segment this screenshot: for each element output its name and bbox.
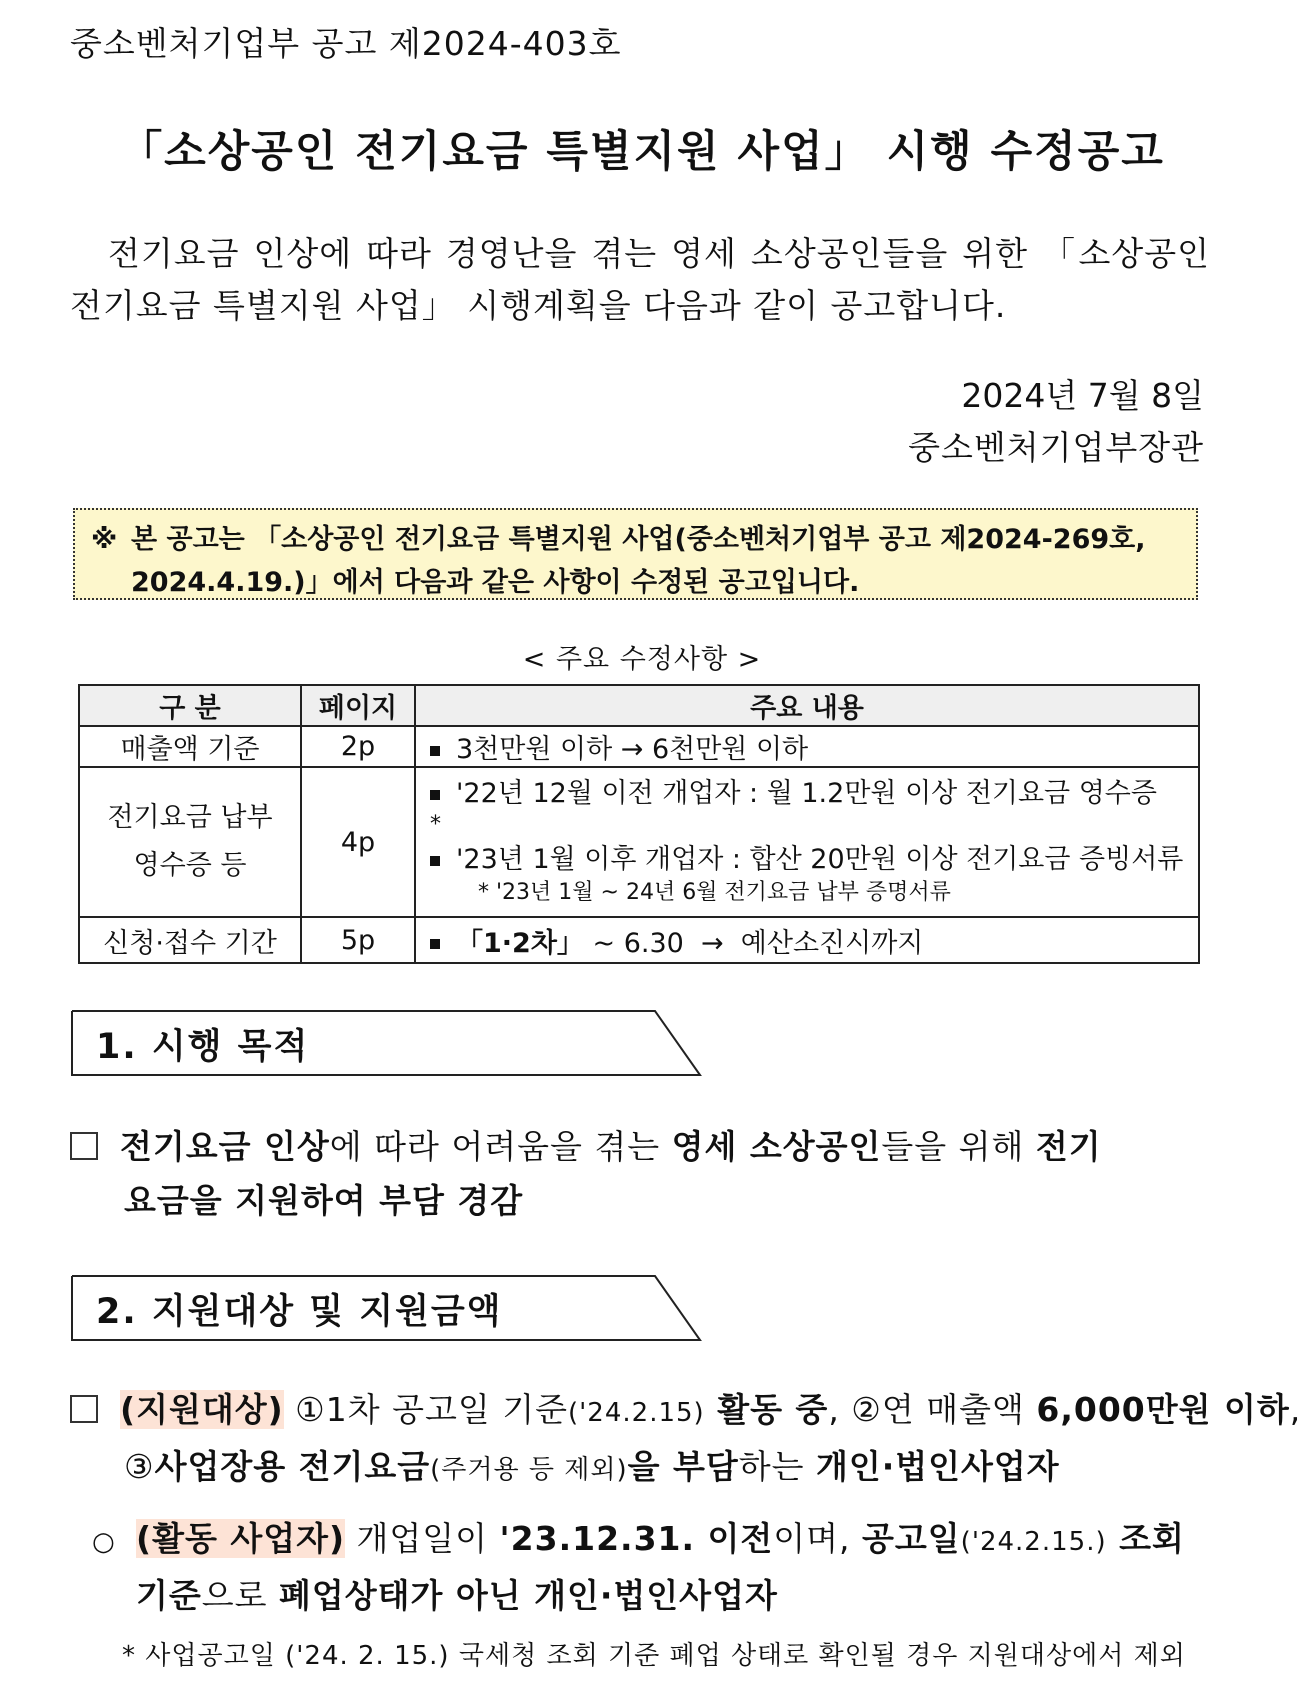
text: ①1차 공고일 기준	[283, 1390, 569, 1429]
row-content	[415, 726, 1199, 767]
table-row	[79, 726, 1199, 767]
table-row	[79, 917, 1199, 963]
text: 개업일이	[345, 1519, 500, 1558]
intro-paragraph: 전기요금 인상에 따라 경영난을 겪는 영세 소상공인들을 위한 「소상공인 전기요금 특별지원 사업」 시행계획을 다음과 같이 공고합니다.	[70, 234, 1210, 325]
active-business-paragraph	[92, 1512, 1212, 1623]
support-target-paragraph	[70, 1383, 1301, 1497]
text: 으로	[201, 1576, 280, 1615]
notice-line-1: 본 공고는 「소상공인 전기요금 특별지원 사업(중소벤처기업부 공고 제2024-269호,	[131, 524, 1146, 555]
text: , ②연 매출액	[828, 1390, 1037, 1429]
section-title: 2. 지원대상 및 지원금액	[96, 1292, 503, 1332]
table-header-row	[79, 685, 1199, 726]
changes-table	[78, 684, 1200, 964]
bold-text: 기준	[136, 1576, 202, 1615]
text: ,	[1289, 1390, 1301, 1429]
table-row	[79, 767, 1199, 917]
bold-text: 활동 중	[704, 1390, 829, 1429]
bold-text: 개인·법인사업자	[816, 1447, 1060, 1486]
content-text: ~ 6.30 → 예산소진시까지	[583, 927, 924, 959]
checkbox-bullet-icon	[70, 1395, 98, 1423]
notice-number: 중소벤처기업부 공고 제2024-403호	[70, 24, 622, 63]
notice-date: 2024년 7월 8일	[961, 376, 1204, 415]
footnote: * 사업공고일 ('24. 2. 15.) 국세청 조회 기준 폐업 상태로 확인될 경우 지원대상에서 제외	[122, 1641, 1186, 1671]
small-text: (주거용 등 제외)	[430, 1455, 628, 1485]
bold-text: 공고일	[862, 1519, 961, 1558]
row-category: 신청·접수 기간	[79, 917, 301, 963]
bold-text: 조회	[1106, 1519, 1185, 1558]
issuer: 중소벤처기업부장관	[908, 428, 1204, 467]
small-text: ('24.2.15)	[568, 1398, 705, 1428]
text: 하는	[738, 1447, 816, 1486]
section-1-heading	[70, 1009, 700, 1077]
revision-notice-box	[73, 508, 1198, 600]
text: 에 따라 어려움을 겪는	[329, 1127, 672, 1166]
active-label: (활동 사업자)	[136, 1519, 346, 1558]
text: 이며,	[773, 1519, 863, 1558]
bold-text: 폐업상태가 아닌 개인·법인사업자	[279, 1576, 778, 1615]
square-bullet-icon	[430, 790, 440, 800]
bold-text: 전기	[1035, 1127, 1102, 1166]
section-title: 1. 시행 목적	[96, 1027, 310, 1067]
bold-text: 6,000만원 이하	[1036, 1390, 1290, 1429]
small-text: ('24.2.15.)	[960, 1527, 1107, 1557]
row-page: 5p	[301, 917, 415, 963]
square-bullet-icon	[430, 746, 440, 756]
header-content: 주요 내용	[415, 685, 1199, 726]
notice-line-2: 2024.4.19.)」에서 다음과 같은 사항이 수정된 공고입니다.	[131, 567, 860, 598]
bold-text: 전기요금 인상	[120, 1127, 330, 1166]
text: 들을 위해	[881, 1127, 1036, 1166]
bold-text: 사업장용 전기요금	[154, 1447, 431, 1486]
page-title: 「소상공인 전기요금 특별지원 사업」 시행 수정공고	[119, 127, 1165, 177]
row-page: 4p	[301, 767, 415, 917]
category-line: 전기요금 납부	[107, 802, 273, 833]
section-1-paragraph	[70, 1120, 1210, 1228]
section-2-heading	[70, 1274, 700, 1342]
header-page: 페이지	[301, 685, 415, 726]
reference-mark-icon: ※	[91, 524, 118, 555]
target-label: (지원대상)	[120, 1390, 284, 1429]
content-text: 3천만원 이하 → 6천만원 이하	[456, 734, 809, 765]
bold-text: 을 부담	[627, 1447, 739, 1486]
content-mark: *	[430, 812, 441, 837]
header-category: 구 분	[79, 685, 301, 726]
bold-text: 영세 소상공인	[671, 1127, 882, 1166]
text: ③	[124, 1447, 155, 1486]
row-category	[79, 767, 301, 917]
content-line	[430, 776, 1188, 812]
circle-bullet-icon: ○	[92, 1527, 116, 1557]
bold-text: 요금을 지원하여 부담 경감	[124, 1181, 524, 1220]
category-line: 영수증 등	[133, 850, 247, 881]
checkbox-bullet-icon	[70, 1132, 98, 1160]
row-page: 2p	[301, 726, 415, 767]
content-note: * '23년 1월 ~ 24년 6월 전기요금 납부 증명서류	[478, 880, 951, 905]
square-bullet-icon	[430, 856, 440, 866]
content-text: '22년 12월 이전 개업자 : 월 1.2만원 이상 전기요금 영수증	[456, 778, 1157, 809]
bold-text: '23.12.31. 이전	[499, 1519, 774, 1558]
content-bold: 「1·2차」	[456, 927, 584, 959]
row-content	[415, 767, 1199, 917]
content-text: '23년 1월 이후 개업자 : 합산 20만원 이상 전기요금 증빙서류	[456, 844, 1184, 875]
content-line	[430, 842, 1188, 878]
table-caption: < 주요 수정사항 >	[522, 644, 762, 675]
square-bullet-icon	[430, 939, 440, 949]
row-category: 매출액 기준	[79, 726, 301, 767]
row-content	[415, 917, 1199, 963]
